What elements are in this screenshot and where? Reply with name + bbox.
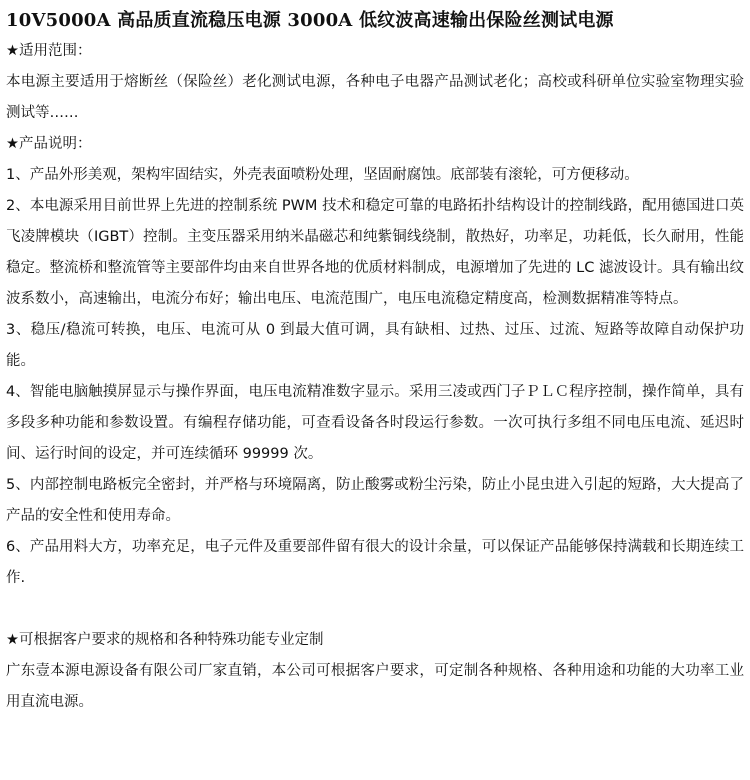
page-title: 10V5000A 高品质直流稳压电源 3000A 低纹波高速输出保险丝测试电源 (6, 10, 614, 31)
description-heading: ★产品说明： (6, 136, 92, 152)
description-item-1: 1、产品外形美观，架构牢固结实，外壳表面喷粉处理，坚固耐腐蚀。底部装有滚轮，可方便移动。 (6, 167, 639, 183)
description-item-2: 2、本电源采用目前世界上先进的控制系统 PWM 技术和稳定可靠的电路拓扑结构设计的控制线路，配用德国进口英飞凌牌模块（IGBT）控制。主变压器采用纳米晶磁芯和纯紫铜线绕制，散热好，功率足，功耗低，长久耐用，性能稳定。整流桥和整流管等主要部件均由来自世界各地的优质材料制成，电源增加了先进的 LC 滤波设计。具有输出纹波系数小，高速输出，电流分布好；输出电压、电流范围广，电压电流稳定精度高，检测数据精准等特点。 (6, 198, 744, 307)
description-item-3: 3、稳压/稳流可转换，电压、电流可从 0 到最大值可调，具有缺相、过热、过压、过流、短路等故障自动保护功能。 (6, 322, 744, 369)
description-item-5: 5、内部控制电路板完全密封，并严格与环境隔离，防止酸雾或粉尘污染，防止小昆虫进入引起的短路，大大提高了产品的安全性和使用寿命。 (6, 477, 744, 524)
custom-text: 广东壹本源电源设备有限公司厂家直销，本公司可根据客户要求，可定制各种规格、各种用途和功能的大功率工业用直流电源。 (6, 663, 744, 710)
description-item-6: 6、产品用料大方，功率充足，电子元件及重要部件留有很大的设计余量，可以保证产品能够保持满载和长期连续工作. (6, 539, 744, 586)
scope-text: 本电源主要适用于熔断丝（保险丝）老化测试电源，各种电子电器产品测试老化；高校或科研单位实验室物理实验测试等…… (6, 74, 744, 121)
description-item-4: 4、智能电脑触摸屏显示与操作界面，电压电流精准数字显示。采用三凌或西门子ＰＬＣ程序控制，操作简单，具有多段多种功能和参数设置。有编程存储功能，可查看设备各时段运行参数。一次可执行多组不同电压电流、延迟时间、运行时间的设定，并可连续循环 99999 次。 (6, 384, 744, 462)
section-spacer (6, 594, 744, 625)
custom-heading: ★可根据客户要求的规格和各种特殊功能专业定制 (6, 632, 324, 648)
scope-heading: ★适用范围： (6, 43, 92, 59)
